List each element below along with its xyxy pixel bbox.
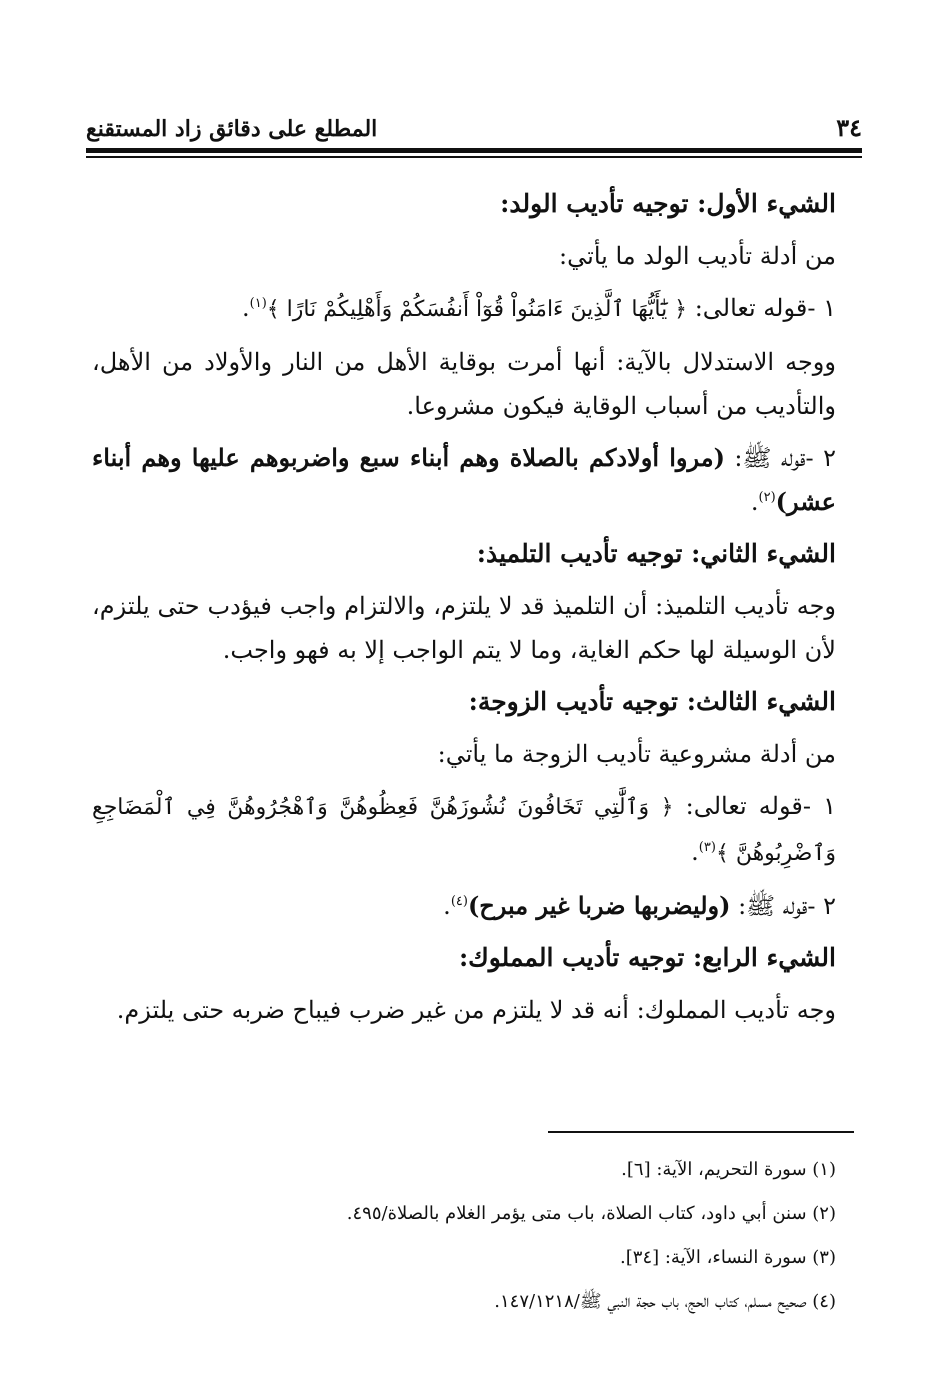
item-suffix: . — [750, 488, 759, 516]
footnote-ref[interactable]: (٤) — [450, 894, 468, 909]
footnote-1: (١) سورة التحريم، الآية: [٦]. — [621, 1159, 836, 1180]
item-prefix: ١ -قوله تعالى: — [687, 294, 836, 322]
hadith-citation — [92, 884, 836, 928]
footnote-ref[interactable]: (٢) — [758, 490, 776, 505]
item-suffix: . — [691, 838, 699, 866]
page-number: ٣٤ — [836, 113, 862, 142]
paragraph: من أدلة مشروعية تأديب الزوجة ما يأتي: — [437, 740, 836, 768]
main-text — [92, 182, 836, 1040]
quran-verse: ﴿ وَٱلَّٰتِي تَخَافُونَ نُشُوزَهُنَّ فَعِظُوهُنَّ وَٱهْجُرُوهُنَّ فِي ٱلْمَضَاجِعِ وَٱضْرِبُوهُنَّ ﴾ — [92, 795, 836, 866]
item-suffix: . — [443, 892, 451, 920]
hadith-citation — [92, 436, 836, 524]
paragraph: وجه تأديب المملوك: أنه قد لا يلتزم من غير ضرب فيباح ضربه حتى يلتزم. — [116, 996, 836, 1024]
page-header — [86, 108, 862, 146]
hadith-text: (مروا أولادكم بالصلاة وهم أبناء سبع واضربوهم عليها وهم أبناء عشر) — [92, 443, 836, 516]
footnote-2: (٢) سنن أبي داود، كتاب الصلاة، باب متى يؤمر الغلام بالصلاة/٤٩٥. — [346, 1203, 836, 1224]
quran-citation — [92, 784, 836, 876]
footnote-ref[interactable]: (١) — [249, 296, 267, 311]
section-heading: الشيء الثاني: توجيه تأديب التلميذ: — [476, 539, 836, 568]
footnote-separator — [548, 1131, 854, 1133]
footnote-4: (٤) صحيح مسلم، كتاب الحج، باب حجة النبي ﷺ/١٤٧/١٢١٨. — [494, 1291, 836, 1312]
paragraph: من أدلة تأديب الولد ما يأتي: — [559, 242, 836, 270]
paragraph: ووجه الاستدلال بالآية: أنها أمرت بوقاية الأهل من النار والأولاد من الأهل، والتأديب من أسباب الوقاية فيكون مشروعا. — [92, 348, 836, 420]
item-prefix: ٢ -قوله ﷺ: — [730, 892, 836, 920]
quran-citation — [92, 286, 836, 332]
item-prefix: ٢ -قوله ﷺ: — [724, 444, 837, 472]
footnote-ref[interactable]: (٣) — [698, 840, 716, 855]
section-heading: الشيء الرابع: توجيه تأديب المملوك: — [458, 943, 836, 972]
item-prefix: ١ -قوله تعالى: — [673, 792, 836, 820]
section-heading: الشيء الثالث: توجيه تأديب الزوجة: — [468, 687, 836, 716]
quran-verse: ﴿ يَٰٓأَيُّهَا ٱلَّذِينَ ءَامَنُواْ قُوٓاْ أَنفُسَكُمْ وَأَهْلِيكُمْ نَارًا ﴾ — [266, 297, 688, 322]
section-heading: الشيء الأول: توجيه تأديب الولد: — [500, 189, 836, 218]
paragraph: وجه تأديب التلميذ: أن التلميذ قد لا يلتزم، والالتزام واجب فيؤدب حتى يلتزم، لأن الوسيلة لها حكم الغاية، وما لا يتم الواجب إلا به فهو واجب. — [92, 592, 836, 664]
header-rule-thin — [86, 156, 862, 158]
footnote-3: (٣) سورة النساء، الآية: [٣٤]. — [620, 1247, 836, 1268]
footnotes — [200, 1148, 836, 1324]
book-title: المطلع على دقائق زاد المستقنع — [86, 116, 378, 142]
hadith-text: (وليضربها ضربا غير مبرح) — [467, 891, 731, 920]
item-suffix: . — [242, 294, 250, 322]
header-rule-thick — [86, 148, 862, 153]
